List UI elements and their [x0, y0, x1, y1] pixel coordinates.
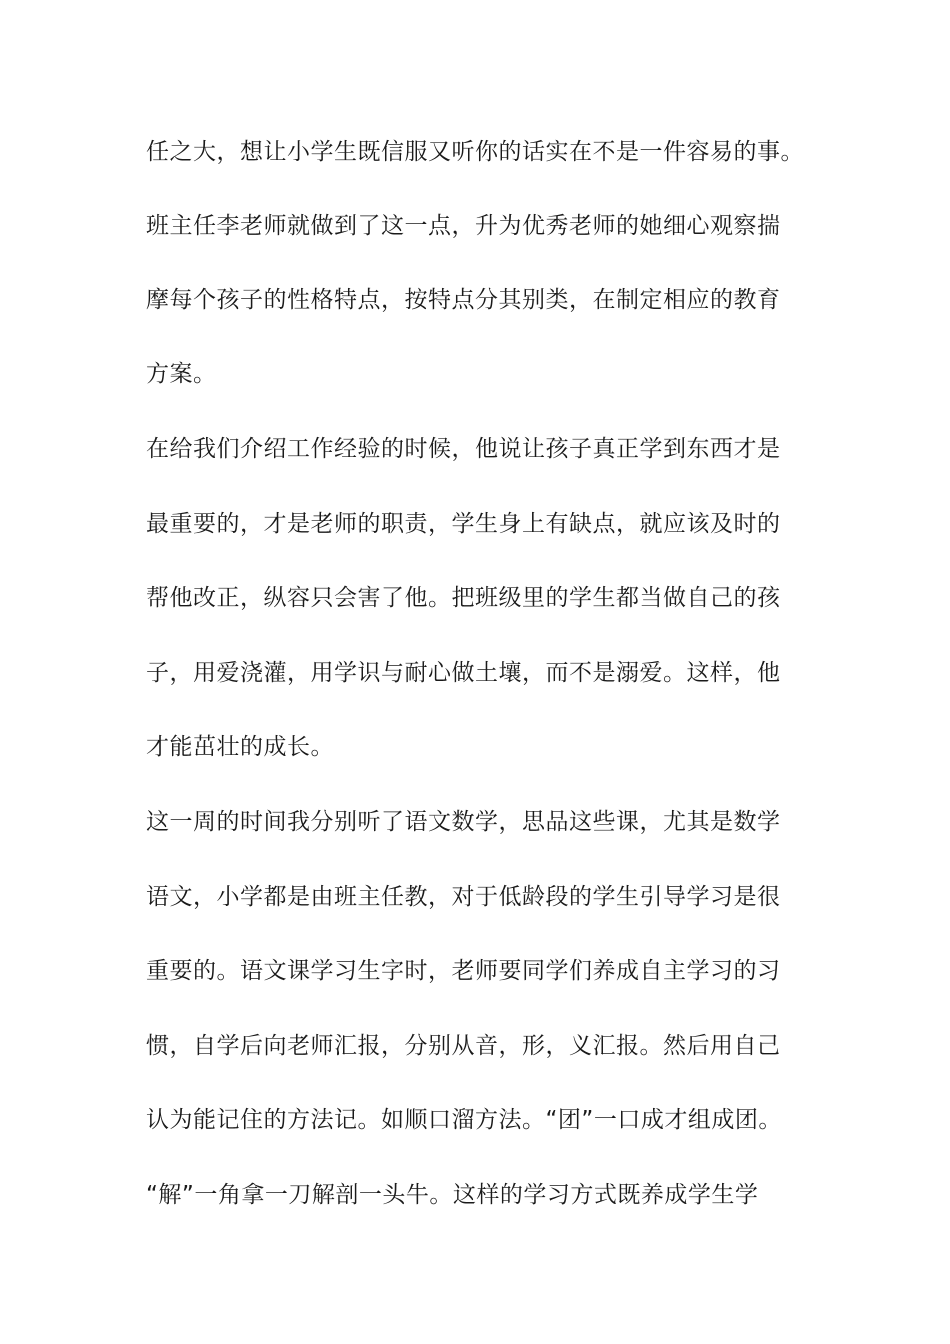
text-line: 语文，小学都是由班主任教，对于低龄段的学生引导学习是很	[146, 884, 781, 910]
text-line: 摩每个孩子的性格特点，按特点分其别类，在制定相应的教育	[146, 287, 781, 313]
text-line: 才能茁壮的成长。	[146, 734, 334, 760]
text-line: 任之大，想让小学生既信服又听你的话实在不是一件容易的事。	[146, 139, 804, 165]
text-line: 这一周的时间我分别听了语文数学，思品这些课，尤其是数学	[146, 809, 781, 835]
text-line: “解”一角拿一刀解剖一头牛。这样的学习方式既养成学生学	[146, 1182, 759, 1208]
text-line: 最重要的，才是老师的职责，学生身上有缺点，就应该及时的	[146, 511, 781, 537]
text-line: 方案。	[146, 361, 217, 387]
text-line: 帮他改正，纵容只会害了他。把班级里的学生都当做自己的孩	[146, 585, 781, 611]
text-line: 子，用爱浇灌，用学识与耐心做土壤，而不是溺爱。这样，他	[146, 660, 781, 686]
text-line: 惯，自学后向老师汇报，分别从音，形，义汇报。然后用自己	[146, 1033, 781, 1059]
text-line: 在给我们介绍工作经验的时候，他说让孩子真正学到东西才是	[146, 436, 781, 462]
text-line: 班主任李老师就做到了这一点，升为优秀老师的她细心观察揣	[146, 213, 781, 239]
text-line: 重要的。语文课学习生字时，老师要同学们养成自主学习的习	[146, 958, 781, 984]
text-line: 认为能记住的方法记。如顺口溜方法。“团”一口成才组成团。	[146, 1107, 782, 1133]
